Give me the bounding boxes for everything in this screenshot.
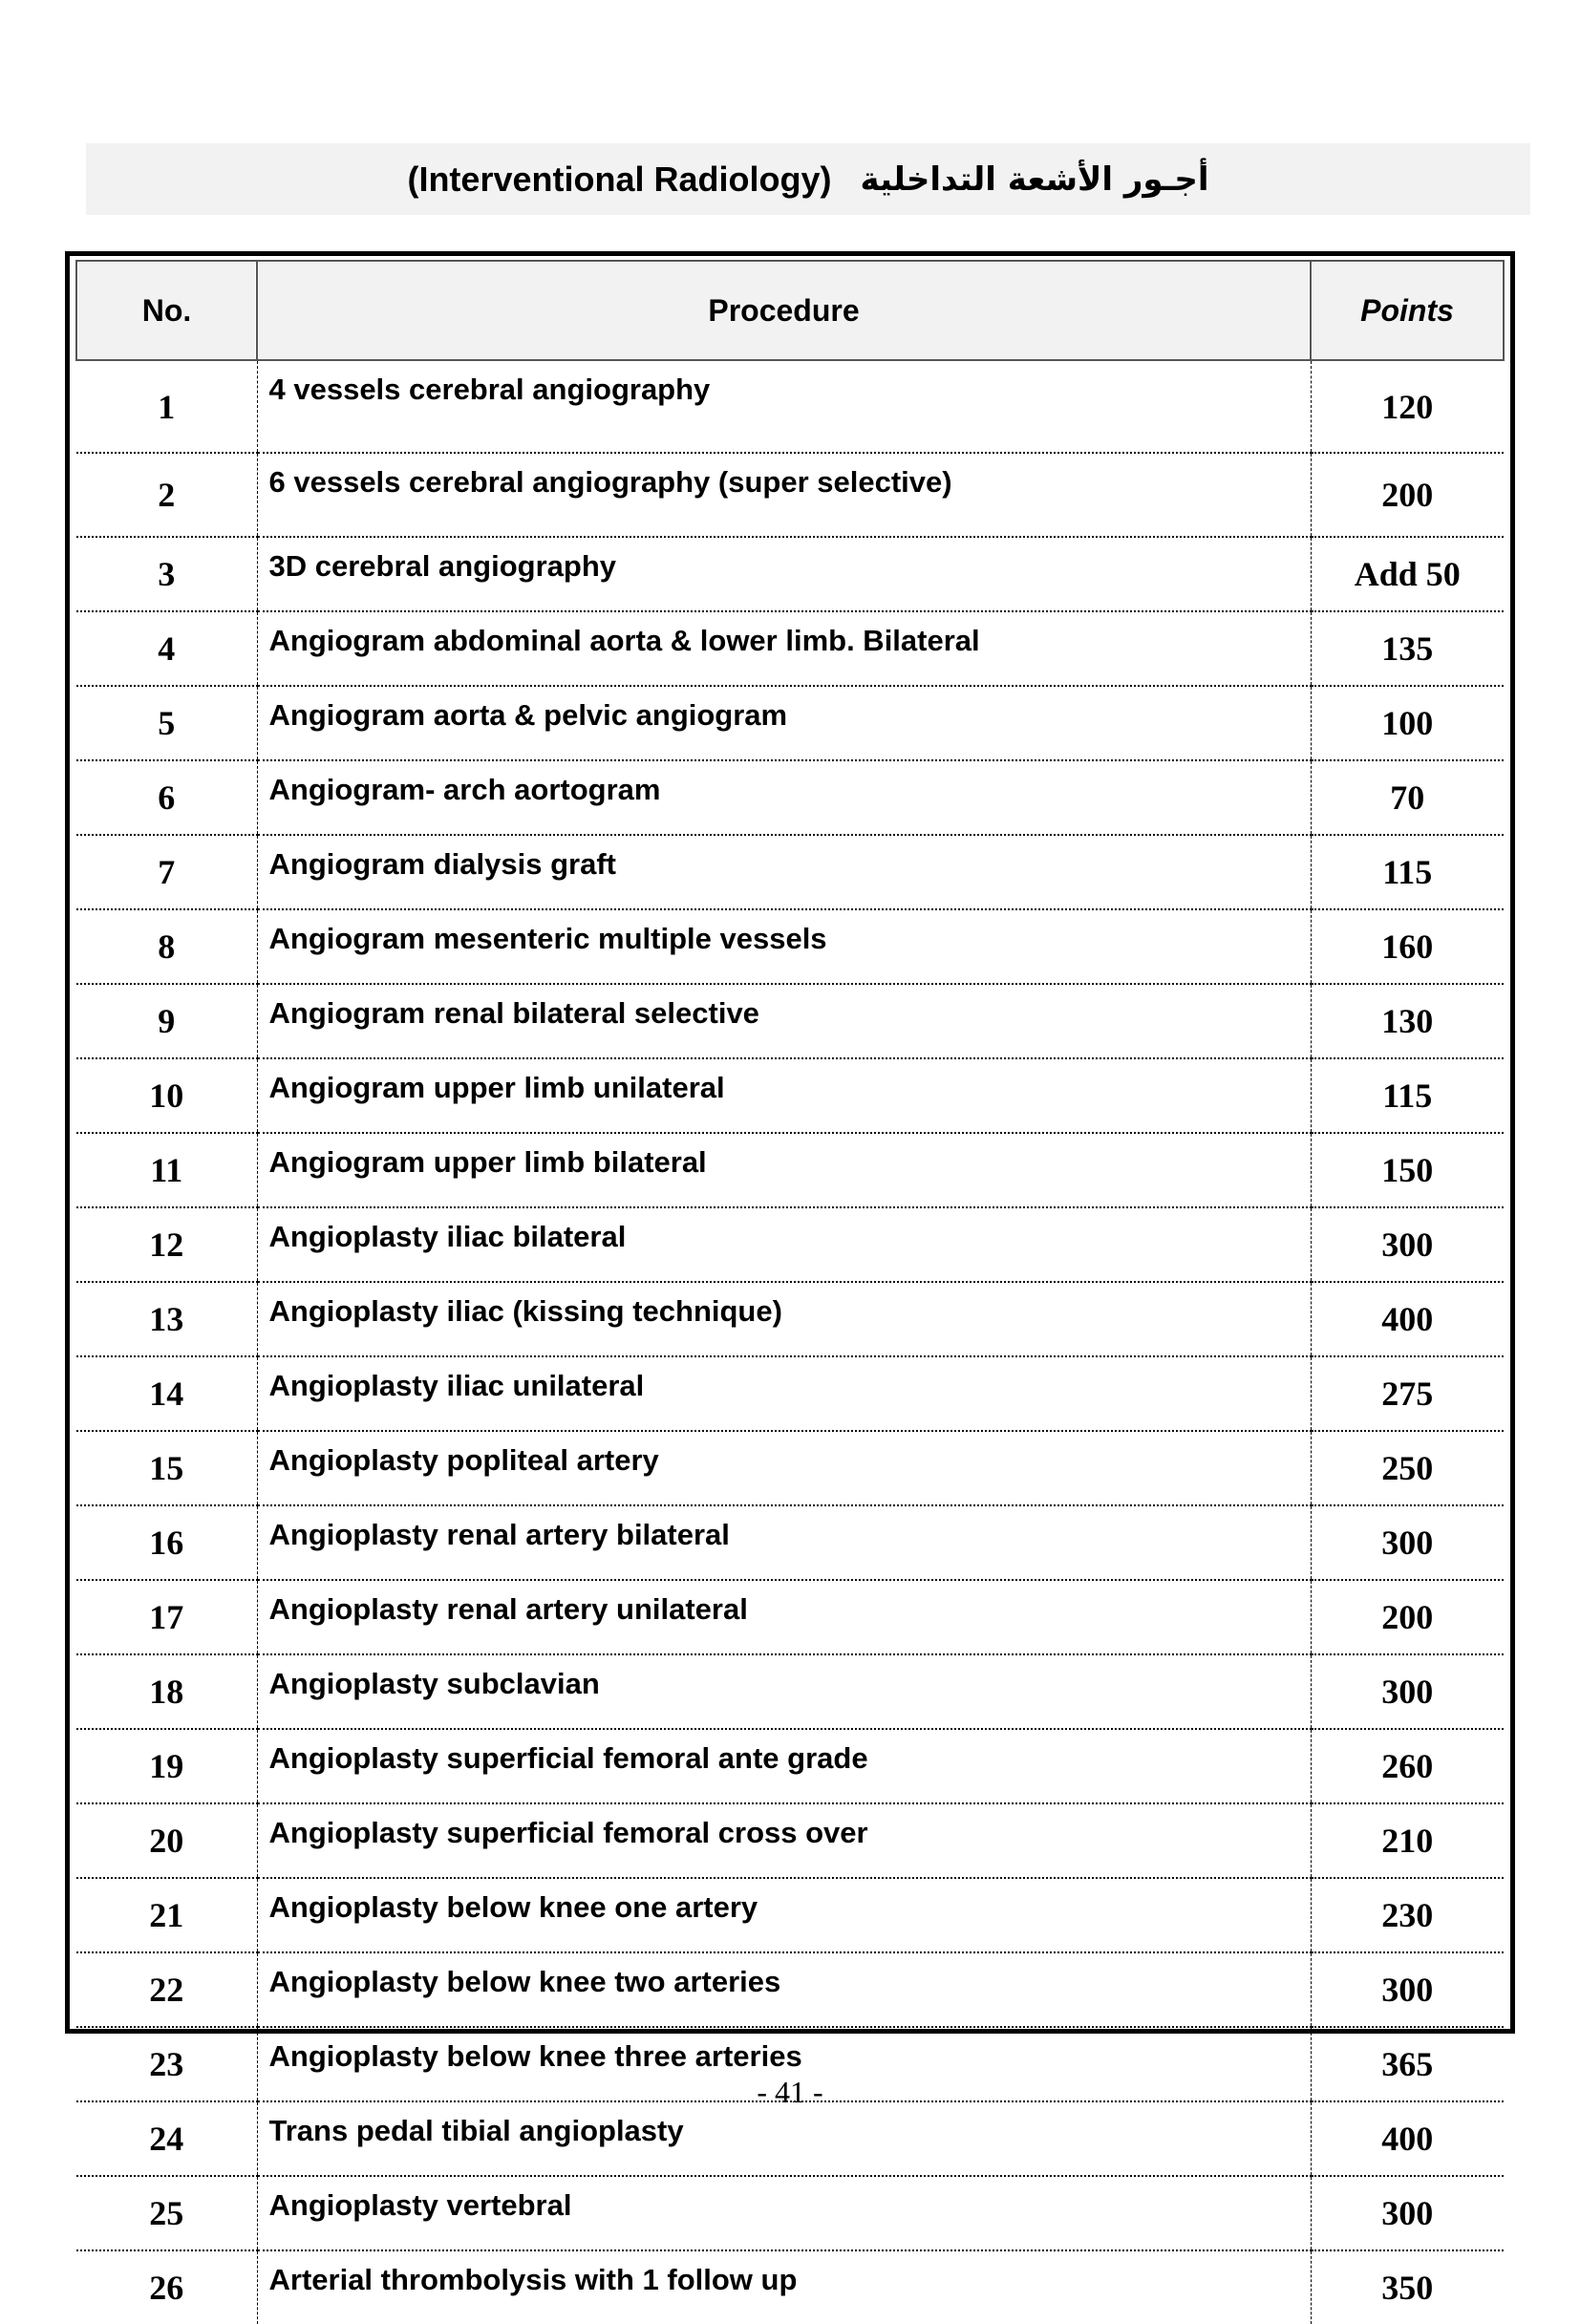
procedure-name: Angioplasty iliac bilateral (257, 1207, 1311, 1282)
title-english: (Interventional Radiology) (407, 159, 832, 199)
row-number: 3 (76, 537, 257, 611)
procedure-name: Angiogram dialysis graft (257, 835, 1311, 909)
procedure-name: Angiogram- arch aortogram (257, 760, 1311, 835)
procedure-name: Arterial thrombolysis with 1 follow up (257, 2250, 1311, 2324)
row-number: 13 (76, 1282, 257, 1356)
table-row (76, 611, 1504, 686)
points-value: 135 (1311, 611, 1504, 686)
points-value: 200 (1311, 453, 1504, 537)
row-number: 6 (76, 760, 257, 835)
table-row (76, 1654, 1504, 1729)
points-value: 260 (1311, 1729, 1504, 1803)
row-number: 12 (76, 1207, 257, 1282)
points-value: 300 (1311, 1207, 1504, 1282)
points-value: 400 (1311, 1282, 1504, 1356)
procedure-name: Angioplasty renal artery unilateral (257, 1580, 1311, 1654)
points-value: 400 (1311, 2101, 1504, 2176)
header-procedure: Procedure (257, 261, 1311, 360)
table-row (76, 1878, 1504, 1952)
row-number: 2 (76, 453, 257, 537)
points-value: 300 (1311, 1654, 1504, 1729)
row-number: 5 (76, 686, 257, 760)
table-row (76, 909, 1504, 984)
points-value: 130 (1311, 984, 1504, 1058)
row-number: 14 (76, 1356, 257, 1431)
page-number: - 41 - (757, 2075, 823, 2109)
procedures-table (75, 260, 1505, 2324)
table-row (76, 360, 1504, 453)
points-value: 115 (1311, 1058, 1504, 1133)
table-row (76, 984, 1504, 1058)
procedure-name: Angiogram upper limb bilateral (257, 1133, 1311, 1207)
points-value: 150 (1311, 1133, 1504, 1207)
table-header-row (76, 261, 1504, 360)
points-value: 100 (1311, 686, 1504, 760)
points-value: 230 (1311, 1878, 1504, 1952)
points-value: 300 (1311, 2176, 1504, 2250)
procedure-name: Angioplasty popliteal artery (257, 1431, 1311, 1505)
row-number: 10 (76, 1058, 257, 1133)
row-number: 1 (76, 360, 257, 453)
table-row (76, 2101, 1504, 2176)
points-value: 300 (1311, 1505, 1504, 1580)
row-number: 7 (76, 835, 257, 909)
table-row (76, 1952, 1504, 2027)
row-number: 20 (76, 1803, 257, 1878)
table-row (76, 1729, 1504, 1803)
procedure-name: Angioplasty subclavian (257, 1654, 1311, 1729)
row-number: 9 (76, 984, 257, 1058)
row-number: 11 (76, 1133, 257, 1207)
procedure-name: Angioplasty below knee one artery (257, 1878, 1311, 1952)
row-number: 23 (76, 2027, 257, 2101)
table-row (76, 1356, 1504, 1431)
header-points: Points (1311, 261, 1504, 360)
row-number: 26 (76, 2250, 257, 2324)
procedure-name: Angioplasty superficial femoral cross over (257, 1803, 1311, 1878)
procedure-name: 6 vessels cerebral angiography (super selective) (257, 453, 1311, 537)
title-arabic: أجـور الأشعة التداخلية (860, 160, 1209, 199)
table-row (76, 1803, 1504, 1878)
row-number: 25 (76, 2176, 257, 2250)
row-number: 18 (76, 1654, 257, 1729)
procedure-name: Angioplasty below knee two arteries (257, 1952, 1311, 2027)
table-row (76, 453, 1504, 537)
procedure-name: Angiogram renal bilateral selective (257, 984, 1311, 1058)
table-row (76, 2250, 1504, 2324)
row-number: 4 (76, 611, 257, 686)
points-value: Add 50 (1311, 537, 1504, 611)
procedure-name: Angioplasty iliac (kissing technique) (257, 1282, 1311, 1356)
points-value: 300 (1311, 1952, 1504, 2027)
points-value: 210 (1311, 1803, 1504, 1878)
points-value: 200 (1311, 1580, 1504, 1654)
table-row (76, 1207, 1504, 1282)
row-number: 22 (76, 1952, 257, 2027)
table-row (76, 1058, 1504, 1133)
table-row (76, 1133, 1504, 1207)
row-number: 24 (76, 2101, 257, 2176)
points-value: 70 (1311, 760, 1504, 835)
row-number: 16 (76, 1505, 257, 1580)
table-row (76, 1580, 1504, 1654)
procedure-name: Angiogram upper limb unilateral (257, 1058, 1311, 1133)
row-number: 17 (76, 1580, 257, 1654)
table-row (76, 686, 1504, 760)
points-value: 115 (1311, 835, 1504, 909)
points-value: 365 (1311, 2027, 1504, 2101)
procedure-name: 3D cerebral angiography (257, 537, 1311, 611)
procedure-name: Angioplasty below knee three arteries (257, 2027, 1311, 2101)
points-value: 160 (1311, 909, 1504, 984)
procedure-name: Trans pedal tibial angioplasty (257, 2101, 1311, 2176)
procedure-name: 4 vessels cerebral angiography (257, 360, 1311, 453)
row-number: 15 (76, 1431, 257, 1505)
table-row (76, 1505, 1504, 1580)
procedure-name: Angioplasty vertebral (257, 2176, 1311, 2250)
procedure-name: Angiogram abdominal aorta & lower limb. Bilateral (257, 611, 1311, 686)
table-row (76, 760, 1504, 835)
points-value: 350 (1381, 2269, 1434, 2307)
procedure-name: Angiogram mesenteric multiple vessels (257, 909, 1311, 984)
procedure-name: Angiogram aorta & pelvic angiogram (257, 686, 1311, 760)
points-value: 250 (1311, 1431, 1504, 1505)
points-value: 275 (1311, 1356, 1504, 1431)
procedure-name: Angioplasty superficial femoral ante grade (257, 1729, 1311, 1803)
table-row (76, 2176, 1504, 2250)
table-row (76, 1282, 1504, 1356)
table-row (76, 835, 1504, 909)
procedure-name: Angioplasty iliac unilateral (257, 1356, 1311, 1431)
page-title (86, 143, 1530, 215)
header-no: No. (76, 261, 257, 360)
points-value: 120 (1311, 360, 1504, 453)
table-row (76, 537, 1504, 611)
row-number: 21 (76, 1878, 257, 1952)
row-number: 19 (76, 1729, 257, 1803)
procedure-name: Angioplasty renal artery bilateral (257, 1505, 1311, 1580)
table-row (76, 1431, 1504, 1505)
row-number: 8 (76, 909, 257, 984)
